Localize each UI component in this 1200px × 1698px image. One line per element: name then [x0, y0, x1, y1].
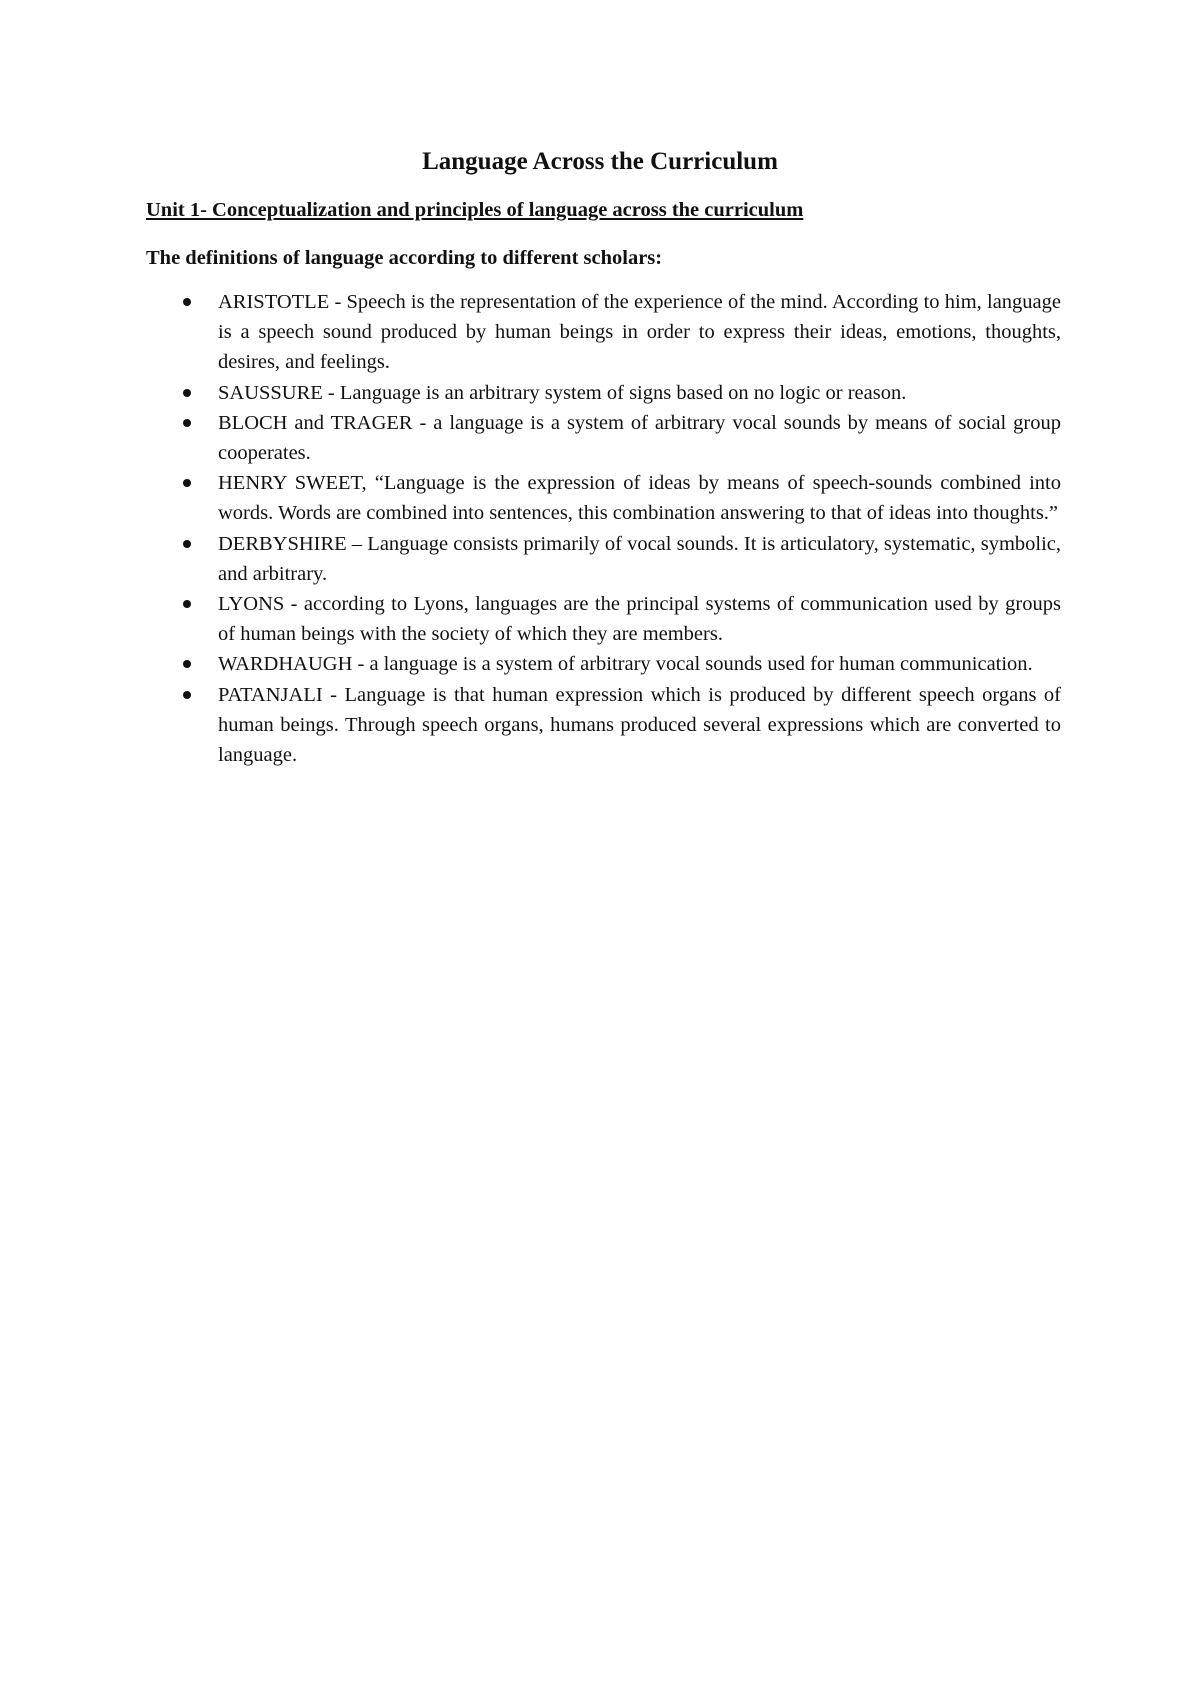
unit-heading: Unit 1- Conceptualization and principles of language across the curriculum	[146, 199, 804, 221]
definition-item-derbyshire	[146, 529, 1061, 589]
definition-text: WARDHAUGH - a language is a system of arbitrary vocal sounds used for human communication.	[218, 653, 1033, 676]
bullet-icon	[183, 419, 191, 427]
bullet-icon	[183, 540, 191, 548]
bullet-icon	[183, 660, 191, 668]
bullet-icon	[183, 479, 191, 487]
definition-text: DERBYSHIRE – Language consists primarily of vocal sounds. It is articulatory, systematic, symbolic, and arbitrary.	[218, 532, 1061, 585]
definition-text: ARISTOTLE - Speech is the representation of the experience of the mind. According to him, language is a speech sound produced by human beings in order to express their ideas, emotions, thoughts, desires, and feelings.	[218, 291, 1061, 374]
definitions-list	[146, 287, 1061, 770]
definition-item-patanjali	[146, 680, 1061, 771]
bullet-icon	[183, 600, 191, 608]
definition-text: PATANJALI - Language is that human expression which is produced by different speech organs of human beings. Through speech organs, humans produced several expressions which are converted to language.	[218, 683, 1061, 767]
definition-text: SAUSSURE - Language is an arbitrary system of signs based on no logic or reason.	[218, 381, 907, 404]
definition-item-lyons	[146, 589, 1061, 649]
definition-item-henry-sweet	[146, 468, 1061, 528]
definition-item-bloch-trager	[146, 408, 1061, 468]
bullet-icon	[183, 389, 191, 397]
definition-text: HENRY SWEET, “Language is the expression of ideas by means of speech-sounds combined into words. Words are combined into sentences, this combination answering to that of ideas into thoughts.”	[218, 472, 1061, 525]
definition-item-wardhaugh	[146, 649, 1061, 679]
document-title: Language Across the Curriculum	[422, 148, 778, 175]
section-heading: The definitions of language according to different scholars:	[146, 247, 663, 269]
bullet-icon	[183, 691, 191, 699]
definition-item-saussure	[146, 378, 1061, 408]
definition-text: BLOCH and TRAGER - a language is a system of arbitrary vocal sounds by means of social group cooperates.	[218, 411, 1061, 465]
definition-item-aristotle	[146, 287, 1061, 378]
definition-text: LYONS - according to Lyons, languages are the principal systems of communication used by groups of human beings with the society of which they are members.	[218, 593, 1061, 646]
bullet-icon	[183, 298, 191, 306]
